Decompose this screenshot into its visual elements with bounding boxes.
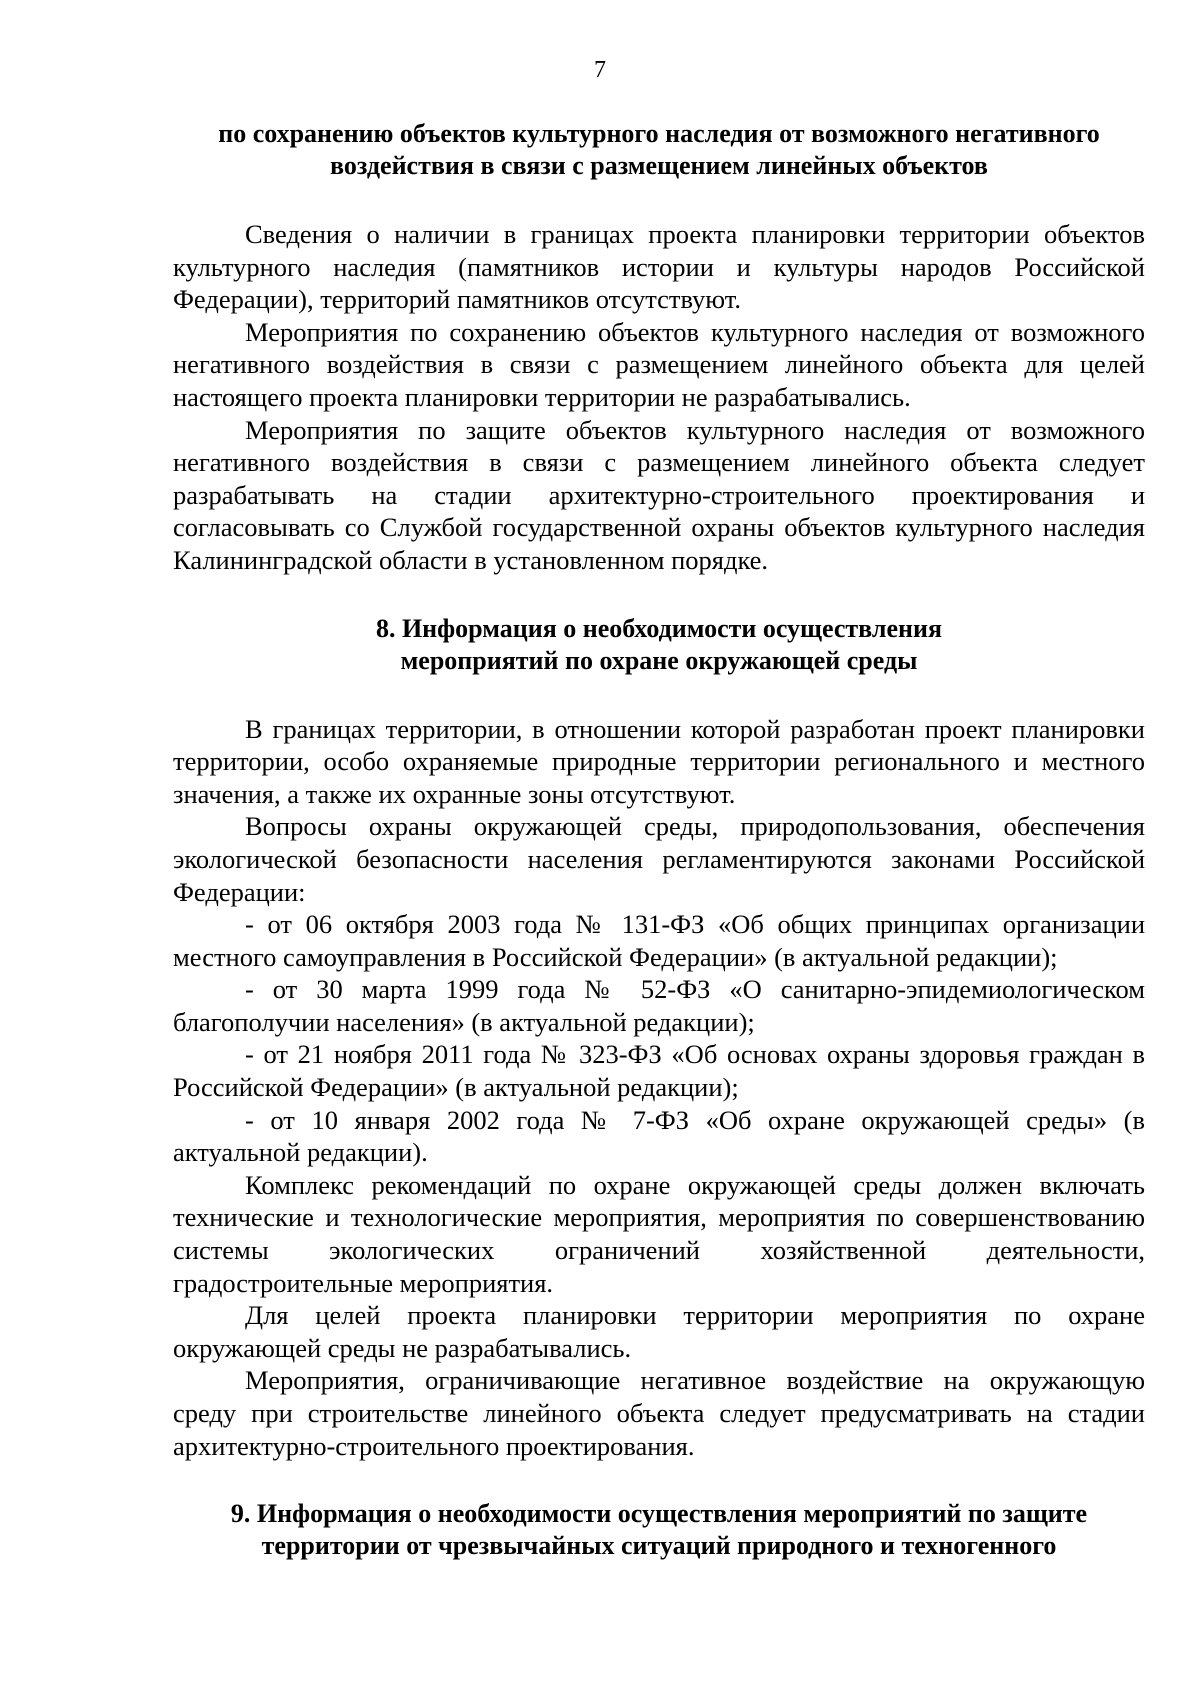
heading-line: воздействия в связи с размещением линейных объектов	[330, 151, 988, 180]
law-list-item: - от 06 октября 2003 года № 131-ФЗ «Об общих принципах организации местного самоуправления в Российской Федерации» (в актуальной редакции);	[173, 909, 1145, 972]
law-list-item: - от 21 ноября 2011 года № 323-ФЗ «Об основах охраны здоровья граждан в Российской Федерации» (в актуальной редакции);	[173, 1039, 1145, 1103]
section-7-heading-continuation	[173, 118, 1145, 182]
section-9-heading	[173, 1498, 1145, 1562]
paragraph: Комплекс рекомендаций по охране окружающей среды должен включать технические и технологические мероприятия, мероприятия по совершенствованию системы экологических ограничений хозяйственной деятельности, градостроительные мероприятия.	[173, 1169, 1145, 1298]
section-8-heading	[173, 613, 1145, 677]
heading-line: по сохранению объектов культурного наследия от возможного негативного	[218, 119, 1100, 148]
paragraph: Мероприятия по защите объектов культурного наследия от возможного негативного воздействия в связи с размещением линейного объекта следует разрабатывать на стадии архитектурно-строительного проектирования и согласовывать со Службой государственной охраны объектов культурного наследия Калининградской области в установленном порядке.	[173, 414, 1145, 575]
paragraph: Вопросы охраны окружающей среды, природопользования, обеспечения экологической безопасности населения регламентируются законами Российской Федерации:	[173, 811, 1145, 907]
law-list-item: - от 30 марта 1999 года № 52-ФЗ «О санитарно-эпидемиологическом благополучии населения» (в актуальной редакции);	[173, 974, 1145, 1037]
paragraph: Сведения о наличии в границах проекта планировки территории объектов культурного наследия (памятников истории и культуры народов Российской Федерации), территорий памятников отсутствуют.	[173, 219, 1145, 315]
page-content	[173, 118, 1145, 1562]
heading-line: 8. Информация о необходимости осуществления	[375, 613, 943, 643]
paragraph: Для целей проекта планировки территории мероприятия по охране окружающей среды не разрабатывались.	[173, 1300, 1145, 1363]
paragraph: В границах территории, в отношении которой разработан проект планировки территории, особо охраняемые природные территории регионального и местного значения, а также их охранные зоны отсутствуют.	[173, 713, 1145, 809]
paragraph: Мероприятия, ограничивающие негативное воздействие на окружающую среду при строительстве линейного объекта следует предусматривать на стадии архитектурно-строительного проектирования.	[173, 1365, 1145, 1461]
law-list-item: - от 10 января 2002 года № 7-ФЗ «Об охране окружающей среды» (в актуальной редакции).	[173, 1104, 1145, 1168]
heading-line: 9. Информация о необходимости осуществления мероприятий по защите	[230, 1499, 1088, 1529]
heading-line: мероприятий по охране окружающей среды	[400, 645, 918, 675]
page-number: 7	[594, 57, 606, 83]
paragraph: Мероприятия по сохранению объектов культурного наследия от возможного негативного воздействия в связи с размещением линейного объекта для целей настоящего проекта планировки территории не разрабатывались.	[173, 316, 1145, 412]
heading-line: территории от чрезвычайных ситуаций природного и техногенного	[261, 1531, 1057, 1561]
